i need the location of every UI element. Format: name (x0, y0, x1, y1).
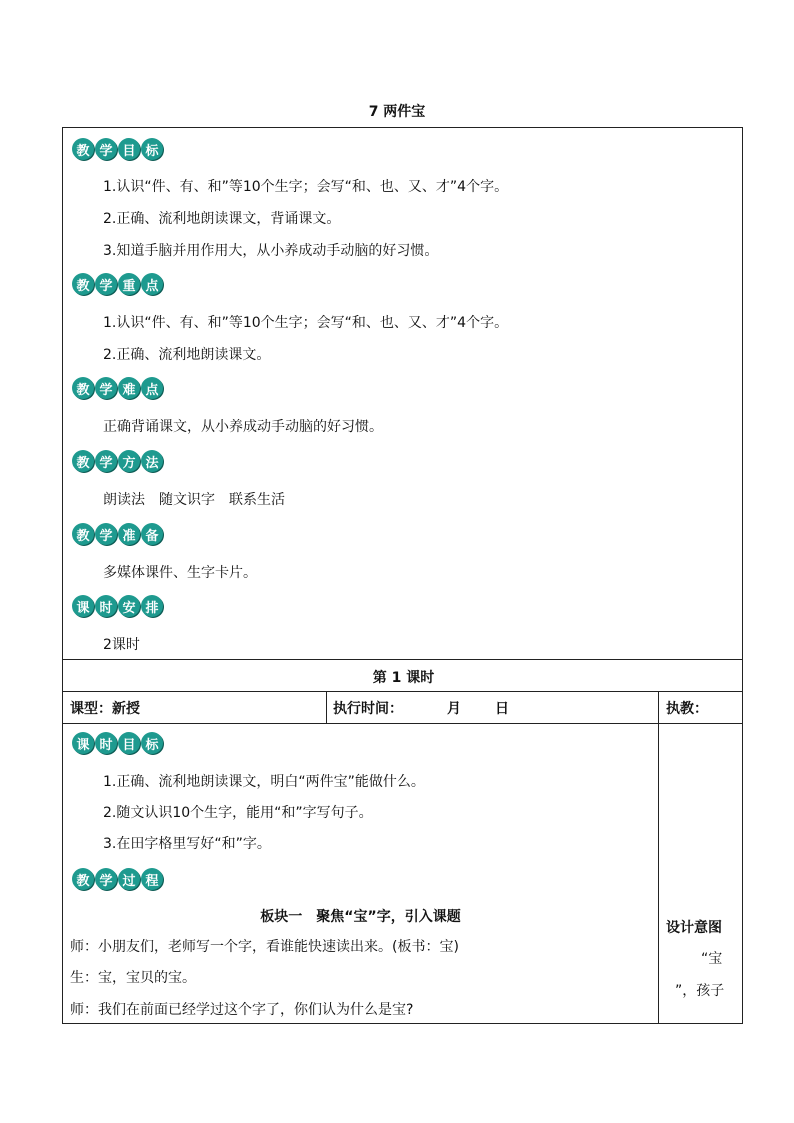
dialogue-line: 师：我们在前面已经学过这个字了，你们认为什么是宝? (70, 1002, 414, 1018)
badge-char: 课 (72, 732, 94, 754)
lesson-plan-table (62, 127, 743, 1024)
badge-char: 学 (95, 273, 117, 295)
badge-char: 学 (95, 377, 117, 399)
badge-char: 时 (95, 732, 117, 754)
key-point-item: 1.认识“件、有、和”等10个生字；会写“和、也、又、才”4个字。 (103, 315, 509, 331)
design-intent-text: ”，孩子 (675, 983, 725, 999)
badge-char: 安 (118, 595, 140, 617)
lesson-type: 课型：新授 (70, 701, 140, 717)
badge-char: 教 (72, 450, 94, 472)
dialogue-line: 生：宝，宝贝的宝。 (70, 970, 196, 986)
method-text: 朗读法 随文识字 联系生活 (103, 492, 285, 508)
prep-text: 多媒体课件、生字卡片。 (103, 565, 257, 581)
row-divider (63, 723, 742, 724)
badge-schedule (72, 595, 163, 617)
badge-char: 课 (72, 595, 94, 617)
badge-char: 准 (118, 523, 140, 545)
badge-char: 学 (95, 138, 117, 160)
badge-char: 学 (95, 868, 117, 890)
execution-time-label: 执行时间： (333, 701, 403, 717)
row-divider (63, 659, 742, 660)
badge-char: 教 (72, 868, 94, 890)
badge-char: 标 (141, 732, 163, 754)
lesson-goal-item: 1.正确、流利地朗读课文，明白“两件宝”能做什么。 (103, 774, 425, 790)
badge-key-points (72, 273, 163, 295)
badge-char: 过 (118, 868, 140, 890)
badge-char: 学 (95, 450, 117, 472)
schedule-text: 2课时 (103, 637, 140, 653)
badge-char: 教 (72, 377, 94, 399)
design-intent-title: 设计意图 (666, 920, 722, 936)
month-label: 月 (447, 701, 461, 717)
badge-char: 难 (118, 377, 140, 399)
page-title: 7 两件宝 (368, 104, 426, 120)
side-column-divider (658, 691, 659, 1024)
badge-teaching-prep (72, 523, 163, 545)
badge-lesson-goals (72, 732, 163, 754)
column-divider (326, 691, 327, 723)
goal-item: 2.正确、流利地朗读课文，背诵课文。 (103, 211, 341, 227)
goal-item: 1.认识“件、有、和”等10个生字；会写“和、也、又、才”4个字。 (103, 179, 509, 195)
key-point-item: 2.正确、流利地朗读课文。 (103, 347, 271, 363)
lesson-header: 第 1 课时 (372, 670, 435, 686)
badge-char: 教 (72, 138, 94, 160)
badge-char: 排 (141, 595, 163, 617)
badge-char: 点 (141, 273, 163, 295)
lesson-goal-item: 3.在田字格里写好“和”字。 (103, 836, 271, 852)
row-divider (63, 691, 742, 692)
block1-title: 板块一 聚焦“宝”字，引入课题 (260, 909, 461, 925)
badge-char: 时 (95, 595, 117, 617)
badge-char: 教 (72, 273, 94, 295)
difficult-text: 正确背诵课文，从小养成动手动脑的好习惯。 (103, 419, 383, 435)
badge-char: 目 (118, 138, 140, 160)
badge-char: 重 (118, 273, 140, 295)
badge-char: 备 (141, 523, 163, 545)
badge-char: 法 (141, 450, 163, 472)
badge-char: 方 (118, 450, 140, 472)
badge-char: 目 (118, 732, 140, 754)
dialogue-line: 师：小朋友们，老师写一个字，看谁能快速读出来。(板书：宝) (70, 939, 459, 955)
lesson-goal-item: 2.随文认识10个生字，能用“和”字写句子。 (103, 805, 373, 821)
goal-item: 3.知道手脑并用作用大，从小养成动手动脑的好习惯。 (103, 243, 439, 259)
day-label: 日 (495, 701, 509, 717)
teacher-label: 执教： (666, 701, 708, 717)
design-intent-text: “宝 (701, 951, 723, 967)
badge-char: 标 (141, 138, 163, 160)
badge-teaching-process (72, 868, 163, 890)
badge-char: 教 (72, 523, 94, 545)
badge-teaching-method (72, 450, 163, 472)
badge-char: 学 (95, 523, 117, 545)
badge-char: 点 (141, 377, 163, 399)
badge-char: 程 (141, 868, 163, 890)
badge-teaching-goals (72, 138, 163, 160)
badge-difficult-points (72, 377, 163, 399)
